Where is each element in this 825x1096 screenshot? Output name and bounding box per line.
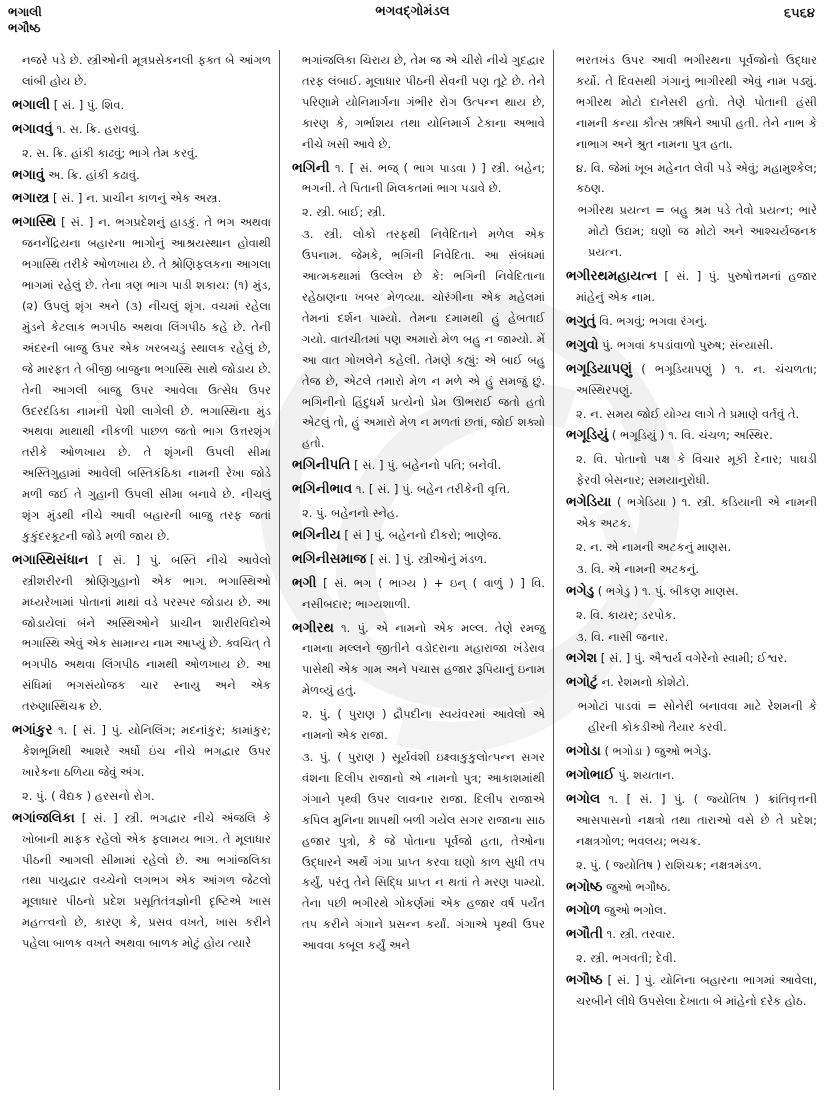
headword: ભગેડિયા — [566, 494, 612, 511]
sense-definition: ૩. સ્ત્રી. લોકો તરફથી નિવેદિતાને મળેલ એક ઉપનામ. જેમકે, ભગિની નિવેદિતા. આ સંબંધમાં આત્મકથામાં ઉલ્લેખ છે કે: ભગિની નિવેદિતાના રહેઠાણના ખબર મેળવ્યા. ચોરંગીના એક મહેલમાં તેમનાં દર્શન પામ્યો. તેમના દમામથી હું હેબતાઈ ગયો. વાતચીતમાં પણ અમારો મેળ બહુ ન જામ્યો. મેં આ વાત ગોખલેને કહેલી. તેમણે કહ્યું: એ બાઈ બહુ તેજ છે, એટલે તમારો મેળ ન મળે એ હું સમજું છું. ભગિનીનો હિંદુધર્મ પ્રત્યેનો પ્રેમ ઊભરાઈ જતો હતો એટલું તો, હું અમારો મેળ ન મળતાં છતાં, જોઈ શક્યો હતો. — [302, 227, 545, 451]
dictionary-entry — [566, 266, 817, 308]
definition-text: કડિયાની એ નામની એક અટક. — [576, 495, 818, 531]
continued-text: ભગાંજલિકા ચિરાય છે, તેમ જ એ ચીરો નીચે ગુદદ્વાર તરફ લંબાઈ. મૂલાધાર પીઠની સેવની પણ તૂટે છે. તેને પરિણામે યોનિમાર્ગના ગંભીર રોગ ઉત્પન્ન થાય છે, કારણ કે, ગર્ભાશય તથા યોનિમાર્ગ ટેકાના અભાવે નીચે ખસી આવે છે. — [302, 53, 545, 151]
dictionary-entry — [566, 741, 817, 762]
headword: ભગોળ — [566, 902, 601, 919]
grammar-label: ( ભગૂડિયું ) ૧. વિ. — [611, 428, 695, 443]
grammar-label: [ સં ] પું. — [344, 527, 386, 542]
definition-text: પુરુષોત્તમનાં હજાર માંહેનું એક નામ. — [576, 269, 817, 304]
definition-text: બહેન તરીકેની વૃત્તિ. — [416, 482, 511, 497]
definition-text: ક્રાંતિવૃત્તની આસપાસનો નક્ષત્રો તથા તારાઓ વસે છે તે પ્રદેશ; નક્ષત્રગોળ; ભવલય; ભચક્ર. — [576, 791, 818, 848]
dictionary-entry — [566, 970, 817, 1012]
continued-text: ભરતખંડ ઉપર આવી ભગીરથના પૂર્વજોનો ઉદ્ધાર કર્યો. તે દિવસથી ગંગાનું ભાગીરથી એવું નામ પડ્યું. ભગીરથ મોટો દાનેસરી હતો. તેણે પોતાની હંસી નામની કન્યા કૌત્સ ઋષિને આપી હતી. તેને નાભ કે નાભાગ અને શ્રુત નામના પુત્ર હતા. — [576, 53, 817, 151]
grammar-label: વિ. — [599, 313, 613, 328]
sense-definition: ૨. વિ. પોતાનો પક્ષ કે વિચાર મૂકી દેનાર; પાઘડી ફેરવી બેસનાર; સમયાનુરોધી. — [576, 452, 817, 488]
headword: ભગોટું — [566, 674, 598, 691]
headword: ભગીરથમહાયત્ન — [566, 268, 658, 285]
definition-text: નસીબદાર; ભાગ્યશાળી. — [302, 596, 411, 611]
dictionary-entry — [12, 212, 271, 547]
headword: ભગાસ્થિ — [12, 214, 57, 231]
usage-example: ભગીરથ પ્રયત્ન = બહુ શ્રમ પડે તેવો પ્રયત્ન; ભારે મોટો ઉદ્યમ; ઘણો જ મોટો અને આશ્ચર્યજનક પ્રયત્ન. — [578, 203, 817, 260]
column-3 — [553, 50, 825, 1090]
definition-text: શિવ. — [101, 97, 125, 112]
sense-definition: ૨. સ્ત્રી. ભગવતી; દેવી. — [576, 951, 677, 966]
guide-word-first: ભગાલી — [8, 5, 42, 19]
sense-definition: ૨. પું. બહેનનો સ્નેહ. — [302, 506, 399, 521]
headword: ભગુવો — [566, 336, 599, 353]
definition-text: જુઓ ભગૌષ્ઠ. — [606, 879, 671, 894]
definition-text: તરવાર. — [641, 927, 676, 942]
grammar-label: ૧. [ સં. ભજ્ ( ભાગ પાડવા ) ] સ્ત્રી. — [334, 160, 510, 175]
headword: ભગી — [292, 574, 317, 591]
headword: ભગોલ — [566, 790, 601, 807]
definition-text: ભગવાં કપડાંવાળો પુરુષ; સંન્યાસી. — [617, 337, 774, 352]
headword: ભગોડા — [566, 743, 601, 760]
headword: ભગાસ્થિસંધાન — [12, 551, 89, 568]
dictionary-entry — [12, 119, 271, 140]
definition-text: યોનિલિંગ; મદનાંકુર; કામાંકુર; કેશભૂમિથી આશરે અર્ધો ઇંચ નીચે ભગદ્વાર ઉપર ખારેકના ઠળિયા જેવું અંગ. — [22, 723, 272, 779]
definition-text: બહેનનો પતિ; બનેવી. — [402, 458, 502, 473]
definition-text: ભગપ્રદેશનું હાડકું. તે ભગ અથવા જનનેંદ્રિયના બહારના ભાગોનું આશ્રયસ્થાન હોવાથી ભગાસ્થિ તરીકે ઓળખાય છે. તે શ્રોણિફલકના આગલા ભાગમાં રહેલું છે. તેના ત્રણ ભાગ પાડી શકાય: (૧) મુંડ, (૨) ઉપલું શૃંગ અને (૩) નીચલું શૃંગ. વચમાં રહેલા મુંડને કેટલાક ભગપીઠ અથવા લિંગપીઠ કહે છે. તેની અંદરની બાજુ ઉપર એક ખરબચડું સ્થાલક રહેલું છે, જે મારફત તે બીજી બાજુના ભગાસ્થિ સાથે જોડાય છે. તેની આગલી બાજુ ઉપર આવેલા ઉત્સેધ ઉપર ઉદરદંડિકા નામની પેશી લાગેલી છે. ભગાસ્થિના મુંડ અથવા માથાથી નીકળી પાછળ જતો ભાગ ઉત્તરશૃંગ તરીકે ઓળખાય છે. તે શૃંગની ઉપલી સીમા અસ્તિગુહામાં આવેલી બસ્તિકંઠિકા નામની રેખા જોડે મળી જઈ તે ગુહાની ઉપલી સીમા બનાવે છે. નીચલું શૃંગ મુંડથી નીચે આવી બહારની બાજુ તરફ જતાં કુકુંદરકૂટની જોડે મળી જાય છે. — [22, 215, 272, 543]
grammar-label: [ સં. ] સ્ત્રી. — [81, 810, 144, 825]
dictionary-entry — [566, 425, 817, 446]
sense-definition: ૨. ન. સમય જોઈ યોગ્ય લાગે તે પ્રમાણે વર્તવું તે. — [576, 406, 800, 421]
definition-text: જુઓ ભગેડુ. — [654, 744, 712, 759]
dictionary-entry — [12, 808, 271, 954]
sense-definition: ૨. પું. ( જ્યોતિષ ) રાશિચક્ર; નક્ષત્રમંડળ. — [576, 857, 762, 872]
dictionary-entry — [566, 672, 817, 693]
grammar-label: ( ભગેડિયા ) ૧. સ્ત્રી. — [617, 495, 716, 510]
sense-definition: ૨. ન. એ નામની અટકનું માણસ. — [576, 539, 732, 554]
dictionary-entry — [12, 550, 271, 717]
headword: ભગોભાઈ — [566, 767, 615, 783]
headword: ભગિનીસમાજ — [292, 550, 367, 567]
grammar-label: [ સં. ] પું. — [607, 973, 656, 988]
dictionary-entry — [566, 789, 817, 852]
headword: ભગાવવું — [12, 120, 53, 137]
definition-text: એ નામનો એક મલ્લ. તેણે રમજુ નામના મલ્લને જીતીને વડોદરાના મહારાજા ખંડેરાવ પાસેથી એક ગામ અને પચાસ હજાર રૂપિયાનું ઇનામ મેળવ્યું હતું. — [302, 620, 545, 698]
grammar-label: ૧. [ સં. ] પું. — [58, 723, 123, 738]
headword: ભગિનીપતિ — [292, 457, 351, 474]
running-title: ભગવદ્ગોમંડલ — [375, 4, 450, 19]
sense-definition: ૪. વિ. જેમાં ખૂબ મહેનત લેવી પડે એવું; મહામુશ્કેલ; કઠણ. — [576, 160, 817, 196]
column-1 — [0, 50, 279, 1090]
headword: ભગાલી — [12, 96, 51, 113]
definition-text: હરાવવું. — [104, 121, 140, 136]
dictionary-entry — [292, 479, 545, 500]
sense-definition: ૩. વિ. નાસી જનાર. — [576, 629, 669, 644]
grammar-label: અ. ક્રિ. — [48, 167, 83, 182]
headword: ભગિનીભાવ — [292, 481, 353, 498]
headword: ભગુતું — [566, 312, 596, 329]
headword: ભગોષ્ઠ — [566, 878, 603, 895]
definition-text: પ્રાચીન કાળનું એક અસ્ત્ર. — [102, 191, 222, 206]
dictionary-entry — [566, 924, 817, 945]
grammar-label: [ સં. ] પું. — [369, 551, 415, 566]
definition-text: ભગદ્વાર નીચે અંજલિ કે ખોબાની માફક રહેલો એક ફલામય ભાગ. તે મૂલાધાર પીઠની આગલી સીમામાં રહેલો છે. આ ભગાંજલિકા તથા પાયુદ્વાર વચ્ચેનો લગભગ એક આંગળ જેટલો મૂલાધાર પીઠનો પ્રદેશ પ્રસૂતિતંત્રજ્ઞોની દૃષ્ટિએ ખાસ મહત્ત્વનો છે, કારણ કે, પ્રસવ વખતે, ખાસ કરીને પહેલા બાળક વખતે અથવા બાળક મોટું હોય ત્યારે — [22, 810, 271, 951]
dictionary-entry — [566, 648, 817, 669]
grammar-label: [ સં. ભગ ( ભાગ્ય ) + ઇન્ ( વાળું ) ] વિ. — [323, 575, 545, 590]
sense-definition: ૨. પું. ( વૈદ્યક ) હરસનો રોગ. — [22, 788, 155, 803]
dictionary-entry — [12, 720, 271, 783]
page-header — [0, 0, 825, 46]
headword: ભગૌષ્ઠ — [566, 972, 603, 989]
headword: ભગિની — [292, 159, 330, 176]
continued-text: નજરે પડે છે. સ્ત્રીઓની મૂત્રપ્રસેકનલી ફક્ત બે આંગળ લાંબી હોય છે. — [22, 53, 271, 88]
grammar-label: [ સં. ] પું. — [354, 458, 399, 473]
grammar-label: [ સં. ] પું. — [664, 269, 720, 284]
dictionary-columns — [0, 50, 825, 1090]
dictionary-entry — [566, 311, 817, 332]
dictionary-entry — [12, 95, 271, 116]
dictionary-entry — [292, 525, 545, 546]
definition-text: ભગવું; ભગવા રંગનું. — [616, 313, 708, 328]
sense-definition: ૨. વિ. કાયર; ડરપોક. — [576, 607, 677, 622]
definition-text: બીકણ માણસ. — [669, 583, 739, 598]
grammar-label: ન. — [601, 675, 614, 690]
definition-text: યોનિના બહારના ભાગમાં આવેલા, ચરબીને લીધે ઉપસેલા દેખાતા બે માંહેનો દરેક હોઠ. — [576, 973, 818, 1009]
dictionary-entry — [12, 188, 271, 209]
headword: ભગેશ — [566, 650, 598, 667]
definition-text: સ્ત્રીઓનું મંડળ. — [417, 551, 488, 566]
dictionary-entry — [292, 573, 545, 615]
dictionary-entry — [292, 455, 545, 476]
sense-definition: ૩. વિ. એ નામની અટકનું. — [576, 561, 700, 576]
sense-definition: ૨. સ્ત્રી. બાઈ; સ્ત્રી. — [302, 205, 386, 220]
dictionary-entry — [566, 900, 817, 921]
definition-text: હાંકી કઢાવું. — [85, 167, 140, 182]
dictionary-entry — [566, 359, 817, 401]
dictionary-entry — [12, 165, 271, 186]
grammar-label: પું. — [618, 768, 630, 782]
headword: ભગેડુ — [566, 582, 595, 599]
definition-text: ચંચળ; અસ્થિર. — [698, 428, 773, 443]
headword: ભગીરથ — [292, 619, 334, 636]
definition-text: ઐશ્વર્ય વગેરેનો સ્વામી; ઈશ્વર. — [648, 651, 788, 666]
grammar-label: ૧. [ સં. ] પું. — [355, 482, 414, 497]
definition-text: બસ્તિ નીચે આવેલો સ્ત્રીશરીરની શ્રોણિગુહાનો એક ભાગ. ભગાસ્થિઓ મધ્યરેખામાં પોતાનાં માથાં વડે પરસ્પર જોડાય છે. આ જોડાયેલાં બંને અસ્થિઓને પ્રાચીન શારીરવિદોએ ભગાસ્થિ એવું એક સામાન્ય નામ આપ્યું છે. ક્વચિત્ તે ભગપીઠ અથવા લિંગપીઠ નામથી ઓળખાય છે. આ સંધિમાં ભગસંયોજક ચાર સ્નાયુ અને એક તરુણાસ્થિચક્ર છે. — [22, 552, 272, 714]
dictionary-entry — [566, 581, 817, 602]
dictionary-entry — [566, 492, 817, 534]
guide-word-last: ભગૌષ્ઠ — [8, 21, 41, 35]
dictionary-entry — [292, 618, 545, 702]
definition-text: બહેનનો દીકરો; ભાણેજ. — [388, 527, 502, 542]
dictionary-entry — [566, 877, 817, 898]
definition-text: ચંચળતા; અસ્થિરપણું. — [576, 361, 818, 397]
definition-text: રેશમનો કોશેટો. — [617, 675, 690, 690]
grammar-label: ( ભગૂડિયાપણું ) ૧. ન. — [641, 361, 766, 376]
column-2 — [279, 50, 553, 1090]
page-number: ૬૫૬૪ — [783, 6, 815, 21]
grammar-label: [ સં. ] પું. — [98, 552, 162, 567]
grammar-label: [ સં. ] ન. — [52, 191, 99, 206]
grammar-label: [ સં. ] ન. — [61, 215, 111, 230]
headword: ભગૂડિયું — [566, 427, 609, 444]
definition-text: શયતાન. — [633, 768, 675, 782]
headword: ભગાંજલિકા — [12, 809, 75, 826]
sense-definition: ૩. પું. ( પુરાણ ) સૂર્યવંશી ઇક્ષ્વાકુકુલોત્પન્ન સગર વંશના દિલીપ રાજાનો એ નામનો પુત્ર; આકાશમાંથી ગંગાને પૃથ્વી ઉપર લાવનાર રાજા. દિલીપ રાજાએ કપિલ મુનિના શાપથી બળી ગયેલ સગર રાજાના સાઠ હજાર પુત્રો, કે જે પોતાના પૂર્વજો હતા, તેઓના ઉદ્ધારને અર્થે ગંગા પ્રાપ્ત કરવા ઘણો કાળ સુધી તપ કર્યું, પરંતુ તેને સિદ્ધિ પ્રાપ્ત ન થતાં તે મરણ પામ્યો. તેના પછી ભગીરથે ગોકર્ણમાં એક હજાર વર્ષ પર્યંત તપ કરીને ગંગાને પ્રસન્ન કર્યાં. ગંગાએ પૃથ્વી ઉપર આવવા કબૂલ કર્યું અને — [302, 750, 545, 953]
grammar-label: ૧. પું. — [341, 620, 369, 635]
headword: ભગિનીય — [292, 526, 341, 543]
usage-example: ભગોટાં પાડવાં = સોનેરી બનાવવા માટે રેશમની કે હીરની કોકડીઓ તૈયાર કરવી. — [578, 699, 817, 735]
grammar-label: પું. — [602, 337, 614, 352]
dictionary-entry — [292, 158, 545, 200]
dictionary-entry — [292, 549, 545, 570]
headword: ભગૌતી — [566, 926, 603, 943]
sense-definition: ૨. સ. ક્રિ. હાંકી કાઢવું; ભાગે તેમ કરવું. — [22, 145, 198, 160]
dictionary-entry — [566, 765, 817, 786]
grammar-label: ( ભગોડા ) — [604, 744, 651, 759]
sense-definition: ૨. પું. ( પુરાણ ) દ્રૌપદીના સ્વયંવરમાં આવેલો એ નામનો એક રાજા. — [302, 707, 545, 743]
grammar-label: [ સં. ] પું. — [53, 97, 99, 112]
grammar-label: ૧. સ. ક્રિ. — [56, 121, 101, 136]
headword: ભગૂડિયાપણું — [566, 360, 633, 377]
grammar-label: ૧. સ્ત્રી. — [606, 927, 639, 942]
grammar-label: ( ભગેડુ ) ૧. પું. — [597, 583, 667, 598]
headword: ભગાસ્ત્ર — [12, 190, 50, 207]
headword: ભગાવું — [12, 166, 45, 183]
headword: ભગાંકુર — [12, 722, 53, 739]
definition-text: જુઓ ભગોલ. — [604, 903, 667, 918]
grammar-label: ૧. [ સં. ] પું. ( જ્યોતિષ ) — [608, 791, 760, 806]
grammar-label: [ સં. ] પું. — [600, 651, 646, 666]
definition-text: બહેન; ભગની. તે પિતાની મિલકતમાં ભાગ પડાવે છે. — [302, 160, 546, 196]
dictionary-entry — [566, 335, 817, 356]
